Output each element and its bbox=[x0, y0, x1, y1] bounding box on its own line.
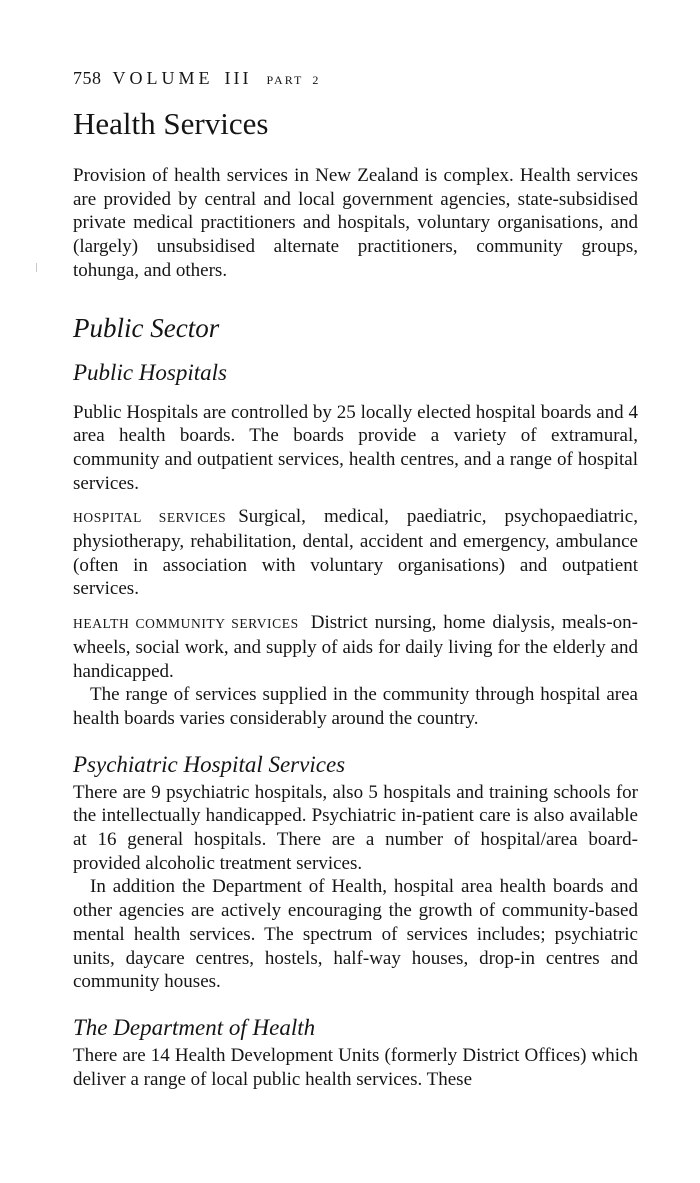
page-number: 758 bbox=[73, 68, 102, 88]
part-label: PART bbox=[266, 73, 304, 87]
community-services-text: District nursing, home dialysis, meals-on-wheels, social work, and supply of aids for daily living for the elderly and handicapped. bbox=[73, 612, 639, 682]
part-number: 2 bbox=[312, 73, 319, 87]
community-services-label: HEALTH COMMUNITY SERVICES bbox=[73, 616, 299, 632]
hospital-services-text: Surgical, medical, paediatric, psychopaediatric, physiotherapy, rehabilitation, dental, accident and emergency, ambulance (often in association with voluntary organisations) and outpatient services. bbox=[73, 506, 638, 600]
subsection-heading-department: The Department of Health bbox=[73, 1014, 316, 1040]
hospital-services-paragraph bbox=[73, 505, 638, 601]
hospital-services-label: HOSPITAL SERVICES bbox=[73, 510, 227, 526]
running-head bbox=[73, 66, 638, 92]
chapter-title: Health Services bbox=[73, 106, 269, 141]
services-range-paragraph: The range of services supplied in the community through hospital area health boards varies considerably around the country. bbox=[73, 684, 638, 729]
subsection-heading-public-hospitals: Public Hospitals bbox=[73, 359, 227, 385]
section-heading-public-sector: Public Sector bbox=[73, 312, 220, 343]
intro-paragraph: Provision of health services in New Zealand is complex. Health services are provided by central and local government agencies, state-subsidised private medical practitioners and hospitals, voluntary organisations, and (largely) unsubsidised alternate practitioners, community groups, tohunga, and others. bbox=[73, 165, 638, 281]
psychiatric-paragraph-2: In addition the Department of Health, hospital area health boards and other agencies are actively encouraging the growth of community-based mental health services. The spectrum of services includes; psychiatric units, daycare centres, hostels, half-way houses, drop-in centres and community houses. bbox=[73, 876, 638, 993]
book-page bbox=[73, 66, 638, 1091]
community-services-paragraph bbox=[73, 611, 638, 683]
volume-number: III bbox=[224, 68, 252, 88]
public-hospitals-paragraph: Public Hospitals are controlled by 25 locally elected hospital boards and 4 area health boards. The boards provide a variety of extramural, community and outpatient services, health centres, and a range of hospital services. bbox=[73, 401, 638, 494]
volume-label: VOLUME bbox=[112, 68, 214, 88]
psychiatric-paragraph-1: There are 9 psychiatric hospitals, also 5 hospitals and training schools for the intellectually handicapped. Psychiatric in-patient care is also available at 16 general hospitals. There are a number of hospital/area board-provided alcoholic treatment services. bbox=[73, 781, 638, 874]
subsection-heading-psychiatric: Psychiatric Hospital Services bbox=[73, 751, 346, 777]
department-paragraph: There are 14 Health Development Units (formerly District Offices) which deliver a range of local public health services. These bbox=[73, 1044, 638, 1090]
margin-mark bbox=[36, 263, 37, 272]
